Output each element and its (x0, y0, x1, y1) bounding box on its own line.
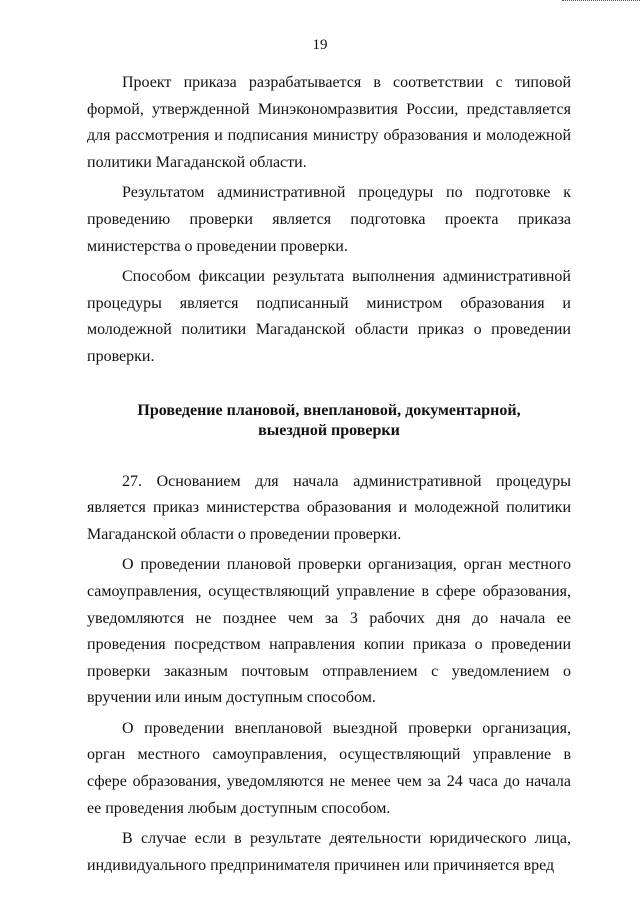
top-right-scan-mark (562, 0, 640, 2)
document-body (87, 70, 571, 883)
paragraph: В случае если в результате деятельности юридического лица, индивидуального предпринимателя причинен или причиняется вред (87, 830, 571, 874)
paragraph: О проведении плановой проверки организация, орган местного самоуправления, осуществляющий управление в сфере образования, уведомляются не позднее чем за 3 рабочих дня до начала ее проведения посредством направления копии приказа о проведении проверки заказным почтовым отправлением с уведомлением о вручении или иным доступным способом. (87, 556, 571, 707)
paragraph: О проведении внеплановой выездной проверки организация, орган местного самоуправления, осуществляющий управление в сфере образования, уведомляются не менее чем за 24 часа до начала ее проведения любым доступным способом. (87, 719, 571, 817)
page-number: 19 (312, 37, 328, 53)
paragraph: Способом фиксации результата выполнения административной процедуры является подписанный министром образования и молодежной политики Магаданской области приказ о проведении проверки. (87, 268, 571, 365)
section-heading (87, 401, 571, 441)
paragraph: Результатом административной процедуры по подготовке к проведению проверки является подготовка проекта приказа министерства о проведении проверки. (87, 184, 571, 255)
paragraph: Проект приказа разрабатывается в соответствии с типовой формой, утвержденной Минэкономразвития России, представляется для рассмотрения и подписания министру образования и молодежной политики Магаданской области. (87, 74, 571, 171)
paragraph: 27. Основанием для начала административной процедуры является приказ министерства образования и молодежной политики Магаданской области о проведении проверки. (87, 472, 571, 543)
section-heading-line: Проведение плановой, внеплановой, документарной, (137, 401, 521, 419)
section-heading-line: выездной проверки (258, 421, 400, 439)
